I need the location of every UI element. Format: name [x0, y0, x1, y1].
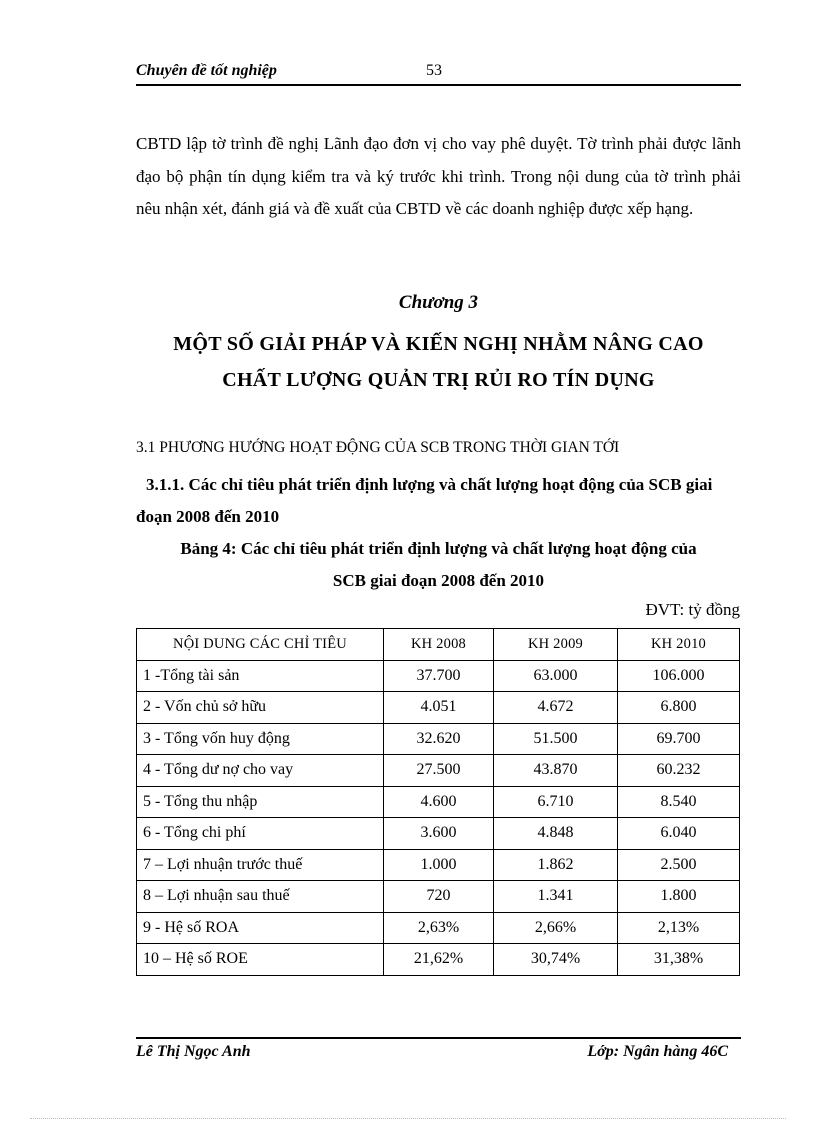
- table-cell: 4.672: [494, 692, 618, 724]
- table-cell: 6.710: [494, 786, 618, 818]
- table-cell: 31,38%: [618, 944, 740, 976]
- chapter-title-line-1: MỘT SỐ GIẢI PHÁP VÀ KIẾN NGHỊ NHẰM NÂNG CAO: [173, 333, 704, 355]
- table-row: [137, 881, 740, 913]
- table-cell: 43.870: [494, 755, 618, 787]
- table-cell: 60.232: [618, 755, 740, 787]
- table-cell: 4.600: [384, 786, 494, 818]
- table-cell: 4.051: [384, 692, 494, 724]
- table-header-row: [137, 629, 740, 661]
- table-cell: 10 – Hệ số ROE: [137, 944, 384, 976]
- chapter-title: [136, 326, 741, 398]
- table-row: [137, 818, 740, 850]
- table-cell: 106.000: [618, 660, 740, 692]
- indicators-table: [136, 628, 740, 976]
- table-cell: 6.040: [618, 818, 740, 850]
- table-cell: 4.848: [494, 818, 618, 850]
- chapter-title-line-2: CHẤT LƯỢNG QUẢN TRỊ RỦI RO TÍN DỤNG: [222, 369, 655, 391]
- table-cell: 7 – Lợi nhuận trước thuế: [137, 849, 384, 881]
- table-caption: [136, 533, 741, 597]
- table-caption-line-1: Bảng 4: Các chỉ tiêu phát triển định lượng và chất lượng hoạt động của: [180, 539, 697, 558]
- page-bottom-border: [30, 1118, 786, 1119]
- table-cell: 3.600: [384, 818, 494, 850]
- intro-paragraph: CBTD lập tờ trình đề nghị Lãnh đạo đơn vị cho vay phê duyệt. Tờ trình phải được lãnh đạo bộ phận tín dụng kiểm tra và ký trước khi trình. Trong nội dung của tờ trình phải nêu nhận xét, đánh giá và đề xuất của CBTD về các doanh nghiệp được xếp hạng.: [136, 134, 741, 218]
- table-cell: 21,62%: [384, 944, 494, 976]
- table-row: [137, 944, 740, 976]
- table-cell: 8.540: [618, 786, 740, 818]
- table-cell: 1.341: [494, 881, 618, 913]
- table-cell: 1.862: [494, 849, 618, 881]
- table-cell: 2,66%: [494, 912, 618, 944]
- footer-author: Lê Thị Ngọc Anh: [136, 1043, 251, 1060]
- column-header: KH 2008: [384, 629, 494, 661]
- table-cell: 30,74%: [494, 944, 618, 976]
- table-cell: 1 -Tổng tài sản: [137, 660, 384, 692]
- column-header: NỘI DUNG CÁC CHỈ TIÊU: [137, 629, 384, 661]
- table-cell: 6.800: [618, 692, 740, 724]
- table-row: [137, 692, 740, 724]
- footer-divider: [136, 1037, 741, 1039]
- page-number: 53: [426, 62, 442, 79]
- table-cell: 9 - Hệ số ROA: [137, 912, 384, 944]
- table-cell: 6 - Tổng chi phí: [137, 818, 384, 850]
- table-cell: 1.000: [384, 849, 494, 881]
- table-cell: 37.700: [384, 660, 494, 692]
- section-3-1-heading: 3.1 PHƯƠNG HƯỚNG HOẠT ĐỘNG CỦA SCB TRONG THỜI GIAN TỚI: [136, 439, 620, 456]
- table-cell: 63.000: [494, 660, 618, 692]
- table-cell: 32.620: [384, 723, 494, 755]
- table-cell: 27.500: [384, 755, 494, 787]
- section-3-1-1-heading: 3.1.1. Các chỉ tiêu phát triển định lượng và chất lượng hoạt động của SCB giai đoạn 2008 đến 2010: [136, 475, 713, 526]
- table-row: [137, 660, 740, 692]
- table-cell: 2,63%: [384, 912, 494, 944]
- table-row: [137, 912, 740, 944]
- column-header: KH 2009: [494, 629, 618, 661]
- footer-class: Lớp: Ngân hàng 46C: [587, 1043, 728, 1060]
- table-caption-line-2: SCB giai đoạn 2008 đến 2010: [332, 571, 545, 590]
- table-cell: 3 - Tổng vốn huy động: [137, 723, 384, 755]
- table-cell: 720: [384, 881, 494, 913]
- table-cell: 4 - Tổng dư nợ cho vay: [137, 755, 384, 787]
- page-header: [136, 60, 741, 86]
- table-cell: 8 – Lợi nhuận sau thuế: [137, 881, 384, 913]
- chapter-label: Chương 3: [398, 292, 479, 313]
- table-cell: 2.500: [618, 849, 740, 881]
- table-cell: 5 - Tổng thu nhập: [137, 786, 384, 818]
- table-unit: ĐVT: tỷ đồng: [645, 600, 740, 619]
- table-cell: 51.500: [494, 723, 618, 755]
- table-row: [137, 849, 740, 881]
- table-cell: 2 - Vốn chủ sở hữu: [137, 692, 384, 724]
- column-header: KH 2010: [618, 629, 740, 661]
- header-title: Chuyên đề tốt nghiệp: [136, 62, 277, 79]
- table-row: [137, 723, 740, 755]
- table-cell: 69.700: [618, 723, 740, 755]
- table-cell: 2,13%: [618, 912, 740, 944]
- table-cell: 1.800: [618, 881, 740, 913]
- table-row: [137, 786, 740, 818]
- table-row: [137, 755, 740, 787]
